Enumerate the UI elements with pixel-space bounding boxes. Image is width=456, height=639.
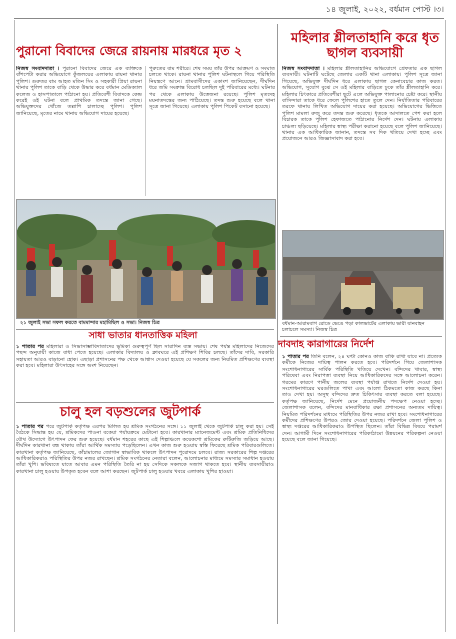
story3-text: মহিলারা ও সিভাসাম্ভাবিদাতাদের ভূমিকা গুরুত্বপূর্ণ ছিল সারাদিন ব্যস্ত সভায়। শেষ পর্যন্ত মহিলাদের নিজেদের পছন্দ অনুযায়ী কাজে বাধা পেতে হয়েছে। এলাকার বিদ্যালয় ও ক্লাবঘরে এই প্রশিক্ষণ শিবির চলছে। তাঁদের দাবি, সরকারি সহায়তা আরও বাড়ানো হোক। এছাড়া প্রশাসনের পক্ষ থেকে আশ্বাস দেওয়া হয়েছে যে সকলের জন্য নিয়মিত প্রশিক্ষণের ব্যবস্থা করা হবে। মহিলারা উৎসাহের সঙ্গে অংশ নিয়েছেন। (16, 344, 274, 370)
divider-before-story4 (16, 402, 274, 403)
divider-before-story5 (280, 336, 442, 337)
divider-after-photo1 (16, 329, 274, 330)
story1-col-divider (145, 66, 146, 196)
story5-body (282, 354, 442, 624)
story2-text: মহিলার শ্লীলতাহানির অভিযোগে গ্রেফতার এক ছাগল ব্যবসায়ী। ঘটনাটি ঘটেছে জেলার একটি থানা এলাকায়। পুলিশ সূত্রে জানা গিয়েছে, অভিযুক্ত দীর্ঘদিন ধরে এলাকায় ছাগল কেনাবেচার কাজ করত। অভিযোগ, সুযোগ বুঝে সে ওই মহিলার বাড়িতে ঢুকে তাঁর শ্লীলতাহানি করে। মহিলার চিৎকারে প্রতিবেশীরা ছুটে এলে অভিযুক্ত পালানোর চেষ্টা করে। স্থানীয় বাসিন্দারা তাকে ধরে ফেলে পুলিশের হাতে তুলে দেন। নির্যাতিতার পরিবারের তরফে থানায় লিখিত অভিযোগ দায়ের করা হয়েছে। অভিযোগের ভিত্তিতে পুলিশ মামলা রুজু করে তদন্ত শুরু করেছে। ধৃতকে আদালতে পেশ করা হলে বিচারক তাকে পুলিশ হেফাজতে পাঠানোর নির্দেশ দেন। ঘটনায় এলাকায় চাঞ্চল্য ছড়িয়েছে। মহিলার স্বাস্থ্য পরীক্ষা করানো হয়েছে বলে পুলিশ জানিয়েছে। থানার এক আধিকারিক জানান, তদন্তে সব দিক খতিয়ে দেখা হচ্ছে এবং প্রয়োজনে আরও জিজ্ঞাসাবাদ করা হবে। (282, 66, 442, 143)
road-photo-caption: বর্ধমান-আরামবাগ রোডে ভেঙে পড়া কালভার্টের এলাকায় ভারী যানবাহন চলাচলে সমস্যা। নিজস্ব চিত্র (282, 321, 425, 333)
story1-col1 (16, 66, 142, 196)
story1-byline: নিজস্ব সংবাদদাতা । (16, 66, 60, 72)
story2-byline: নিজস্ব সংবাদদাতা । (282, 66, 325, 72)
story2-body (282, 66, 442, 226)
column-divider (277, 24, 278, 624)
story5-headline: দাবদাহ কারাগারের নির্দেশ (278, 339, 374, 350)
story4-text: পরে জুটপার্ক কর্তৃপক্ষ এরপর মিলিত হয় শ্রমিক সংগঠনের সঙ্গে। ১১ জুলাই থেকে জুটপার্ক চালু করা হয়। সেই বৈঠকে সিদ্ধান্ত হয় যে, শ্রমিকদের পাওনা বকেয়া পর্যায়ক্রমে মেটানো হবে। কারখানার ম্যানেজমেন্ট এবং শ্রমিক প্রতিনিধিদের যৌথ উদ্যোগে উৎপাদন ফের শুরু হয়েছে। বর্ধমান শহরের কাছে এই শিল্পাঞ্চলে কয়েকশো শ্রমিকের রুটিরুজি জড়িয়ে আছে। দীর্ঘদিন কারখানা বন্ধ থাকায় তাঁরা আর্থিক সমস্যায় পড়েছিলেন। এখন কাজ শুরু হওয়ায় স্বস্তি ফিরেছে শ্রমিক পরিবারগুলিতে। কারখানা কর্তৃপক্ষ জানিয়েছে, কাঁচামালের জোগান স্বাভাবিক থাকলে উৎপাদন পুরোদমে চলবে। রাজ্য সরকারের শিল্প দপ্তরের আধিকারিকরাও পরিস্থিতির উপর নজর রাখছেন। শ্রমিক সংগঠনের নেতারা বলেন, আলোচনার মাধ্যমে সমস্যার সমাধান হওয়ায় তাঁরা খুশি। ভবিষ্যতে যাতে আবার এমন পরিস্থিতি তৈরি না হয় সেদিকে সকলকে সজাগ থাকতে হবে। স্থানীয় ব্যবসায়ীরাও কারখানা চালু হওয়ায় উপকৃত হবেন বলে আশা করছেন। জুটপার্ক চালু হওয়ার খবরে এলাকায় খুশির হাওয়া। (16, 424, 274, 475)
rally-photo-image (17, 200, 275, 318)
story4-headline: চালু হল বড়শুলের জুটপার্ক (60, 405, 201, 420)
story3-byline: ১ পাতার পর (16, 344, 45, 350)
page-header: ১৪ জুলাই, ২০২২, বর্ধমান পোস্ট ।৩। (325, 5, 444, 14)
story2-headline: মহিলার শ্লীলতাহানি করে ধৃত ছাগল ব্যবসায়ী (291, 31, 439, 61)
story4-body (16, 424, 274, 624)
story5-byline: ১ পাতার পর (282, 354, 309, 360)
rally-photo-caption: ২১ জুলাই সভা সফল করতে বামমান্দার মহামিছিল ও সভা। নিজস্ব চিত্র (20, 320, 160, 326)
rally-photo (16, 199, 276, 319)
story1-headline: পুরানো বিবাদের জেরে রায়নায় মারধরে মৃত ২ (16, 43, 243, 58)
road-photo (282, 230, 444, 320)
story3-headline: সাধা ভাতার ধানতাত্তিক মহিলা (88, 331, 198, 341)
story5-text: তিনি বলেন, ২৪ ঘণ্টা কোনও কাজ বাকি রাখা যাবে না। প্রত্যেক কর্মীকে নিজের দায়িত্ব পালন করতে হবে। পরিদর্শনে গিয়ে জেলাশাসক সংশোধনাগারের সার্বিক পরিস্থিতি খতিয়ে দেখেন। বন্দিদের খাবার, স্বাস্থ্য পরিষেবা এবং নিরাপত্তা ব্যবস্থা নিয়ে আধিকারিকদের সঙ্গে আলোচনা করেন। গরমের কারণে পানীয় জলের ব্যবস্থা পর্যাপ্ত রাখতে নির্দেশ দেওয়া হয়। সংশোধনাগারের ঘরগুলিতে পাখা এবং আলো ঠিকমতো কাজ করছে কিনা তাও দেখা হয়। অসুস্থ বন্দিদের দ্রুত চিকিৎসার ব্যবস্থা করতে বলা হয়েছে। কর্তৃপক্ষ জানিয়েছে, নির্দেশ মেনে প্রয়োজনীয় পদক্ষেপ নেওয়া হচ্ছে। জেলাশাসক বলেন, বন্দিদের মানবাধিকার রক্ষা প্রশাসনের অন্যতম দায়িত্ব। নিয়মিত পরিদর্শনের মাধ্যমে পরিস্থিতির উপর নজর রাখা হবে। সংশোধনাগারের কর্মীদের প্রশিক্ষণের উপরও জোর দেওয়া হয়েছে। পরিদর্শনে জেলা পুলিশ ও স্বাস্থ্য দপ্তরের আধিকারিকরাও উপস্থিত ছিলেন। তাঁরা বিভিন্ন বিষয়ে পরামর্শ দেন। আগামী দিনে সংশোধনাগারের পরিকাঠামো উন্নয়নের পরিকল্পনা নেওয়া হয়েছে বলে জানা গিয়েছে। (282, 354, 442, 444)
story1-col2: পুরুতের বাম শরীরে। শেষ সময় তাঁর উপর আক্রমণ ও সংঘাত চলতে থাকে। রায়না থানার পুলিশ ঘটনাস্থলে গিয়ে পরিস্থিতি নিয়ন্ত্রণে আনে। গ্রামবাসীদের একাংশ জানিয়েছেন, দীর্ঘদিন ধরে জমি সংক্রান্ত বিরোধ চলছিল দুই পরিবারের মধ্যে। ঘটনার পর থেকে এলাকায় উত্তেজনা রয়েছে। পুলিশ মৃতদেহ ময়নাতদন্তের জন্য পাঠিয়েছে। তদন্ত শুরু হয়েছে বলে থানা সূত্রে জানা গিয়েছে। এলাকায় পুলিশ পিকেট বসানো হয়েছে। (149, 66, 275, 111)
header-rule (14, 18, 444, 19)
road-photo-image (283, 231, 443, 319)
story3-body (16, 344, 274, 400)
story1-text-col1: পুরানো বিবাদের জেরে এক ব্যক্তিকে বাঁশপেটা করার অভিযোগে কুঁজলয়ের এলাকায় রায়না থানার পুলিশ। গুরুতর বাম আহত মতিন সিং ও সহকারী প্রিয়া রায়না থানার পুলিশ তাকে বাড়ি থেকে উদ্ধার করে বর্ধমান মেডিক্যাল কলেজ ও হাসপাতালে পাঠানো হয়। প্রতিবেশী বিবাদকে কেন্দ্র করেই ওই ঘটনা বলে প্রাথমিক তদন্তে জানা গেছে। অভিযুক্তদের খোঁজে তল্লাশি চালাচ্ছে পুলিশ। পুলিশ জানিয়েছে, মৃতের নামে থানায় অভিযোগ দায়ের হয়েছে। (16, 66, 142, 117)
story4-byline: ১ পাতার পর (16, 424, 44, 430)
